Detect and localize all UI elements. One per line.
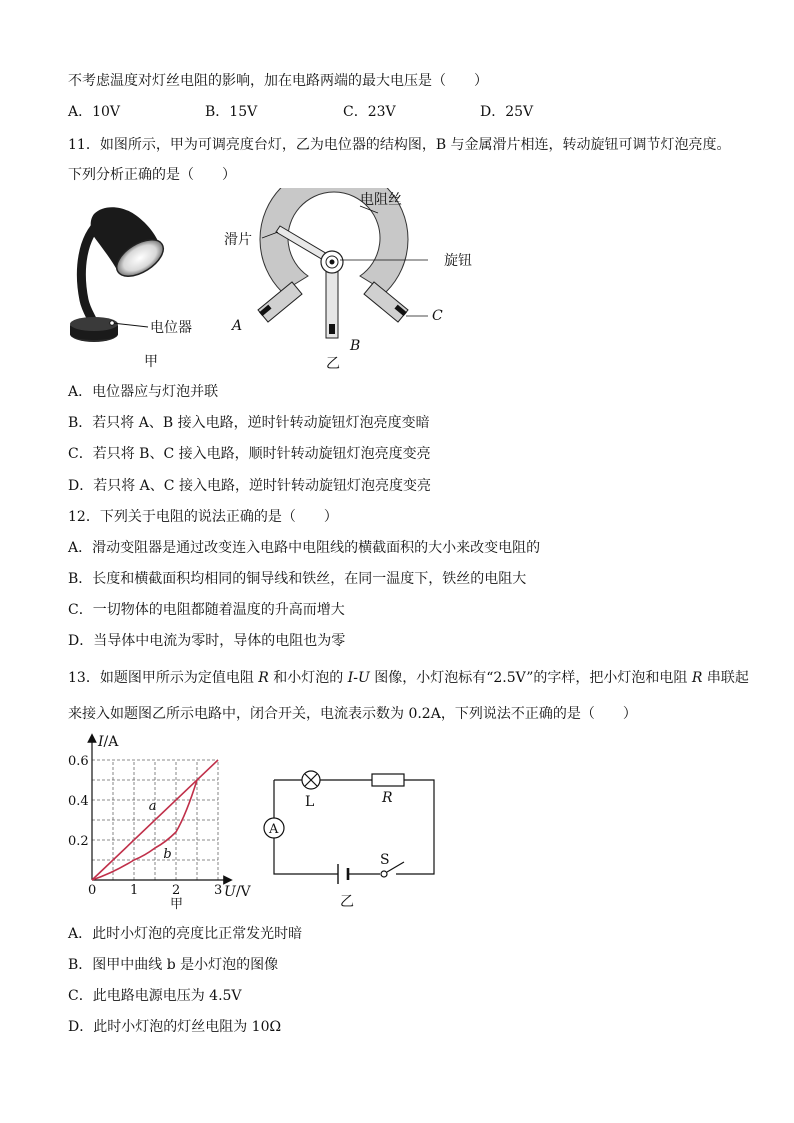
terminal-a-label: A: [232, 318, 243, 334]
q13-var-iu: I-U: [347, 670, 370, 686]
q10-option-d: D．25V: [480, 104, 534, 120]
terminal-c-label: C: [432, 308, 443, 324]
circuit-yi-label: 乙: [340, 894, 354, 910]
q13-var-r1: R: [258, 670, 269, 686]
desk-lamp-figure: [64, 200, 214, 372]
q13-option-c: C．此电路电源电压为 4.5V: [68, 988, 242, 1004]
figure-jia-label: 甲: [144, 354, 158, 370]
wire-label: 电阻丝: [360, 192, 402, 208]
q13-text-4: 串联起: [702, 670, 749, 686]
q12-option-b: B．长度和横截面积均相同的铜导线和铁丝，在同一温度下，铁丝的电阻大: [68, 571, 527, 587]
y-tick-label: 0.2: [68, 834, 89, 849]
switch-s-label: S: [380, 852, 390, 868]
chart-caption: 甲: [170, 897, 184, 912]
x-tick-label: 1: [130, 883, 139, 898]
x-axis-label: U/V: [224, 884, 251, 900]
q10-option-a: A．10V: [68, 104, 121, 120]
q12-option-a: A．滑动变阻器是通过改变连入电路中电阻线的横截面积的大小来改变电阻的: [68, 540, 541, 556]
series-label-a: a: [148, 799, 157, 814]
battery-icon: [338, 864, 348, 884]
q11-option-d: D．若只将 A、C 接入电路，逆时针转动旋钮灯泡亮度变亮: [68, 478, 431, 494]
q13-text-3: 图像，小灯泡标有“2.5V”的字样，把小灯泡和电阻: [369, 670, 692, 686]
q10-option-b: B．15V: [205, 104, 258, 120]
q11-stem-line2: 下列分析正确的是（ ）: [68, 167, 236, 183]
q13-option-b-text: B．图甲中曲线 b 是小灯泡的图像: [68, 957, 279, 973]
q13-stem-line1: [68, 668, 749, 688]
knob-label: 旋钮: [444, 253, 472, 269]
lamp-shade-icon: [91, 207, 170, 283]
figure-yi-label: 乙: [326, 356, 340, 372]
circuit-wires: [274, 780, 434, 874]
iu-chart: [62, 730, 262, 912]
slider-label: 滑片: [224, 232, 252, 248]
q13-option-a: A．此时小灯泡的亮度比正常发光时暗: [68, 926, 303, 942]
q13-option-b: [68, 955, 278, 975]
y-tick-label: 0.4: [68, 794, 89, 809]
q11-option-c: C．若只将 B、C 接入电路，顺时针转动旋钮灯泡亮度变亮: [68, 446, 431, 462]
q11-option-a: A．电位器应与灯泡并联: [68, 384, 219, 400]
q10-stem-tail: 不考虑温度对灯丝电阻的影响，加在电路两端的最大电压是（ ）: [68, 73, 488, 89]
resistor-r-label: R: [382, 790, 393, 806]
lamp-l-label: L: [305, 794, 315, 810]
y-tick-label: 0.6: [68, 754, 89, 769]
q13-option-d: D．此时小灯泡的灯丝电阻为 10Ω: [68, 1019, 282, 1035]
chart-labels: [68, 734, 252, 912]
x-tick-label: 2: [172, 883, 181, 898]
lamp-l-icon: [302, 771, 320, 789]
q11-option-b: B．若只将 A、B 接入电路，逆时针转动旋钮灯泡亮度变暗: [68, 415, 430, 431]
q11-stem-line1: 11．如图所示，甲为可调亮度台灯，乙为电位器的结构图，B 与金属滑片相连，转动旋钮可调节灯泡亮度。: [68, 137, 731, 153]
lamp-potentiometer-label: 电位器: [150, 320, 192, 336]
y-axis-label: I/A: [98, 734, 119, 750]
q13-text-1: 13．如题图甲所示为定值电阻: [68, 670, 259, 686]
q12-option-d: D．当导体中电流为零时，导体的电阻也为零: [68, 633, 346, 649]
q12-option-c: C．一切物体的电阻都随着温度的升高而增大: [68, 602, 345, 618]
q12-stem: 12．下列关于电阻的说法正确的是（ ）: [68, 509, 338, 525]
q13-stem-line2: 来接入如题图乙所示电路中，闭合开关，电流表示数为 0.2A，下列说法不正确的是（ ）: [68, 706, 637, 722]
q10-option-c: C．23V: [343, 104, 396, 120]
series-label-b: b: [163, 847, 172, 862]
q13-var-r2: R: [691, 670, 703, 686]
knob-icon: [321, 251, 343, 273]
q13-text-2: 和小灯泡的: [268, 670, 348, 686]
terminal-b-label: B: [350, 338, 361, 354]
potentiometer-figure: [222, 188, 484, 374]
terminal-b-icon: [326, 266, 338, 338]
circuit-figure: [258, 760, 440, 912]
x-tick-label: 0: [88, 883, 97, 898]
ammeter-label: A: [269, 822, 279, 837]
resistor-r-icon: [372, 774, 404, 786]
x-tick-label: 3: [214, 883, 223, 898]
